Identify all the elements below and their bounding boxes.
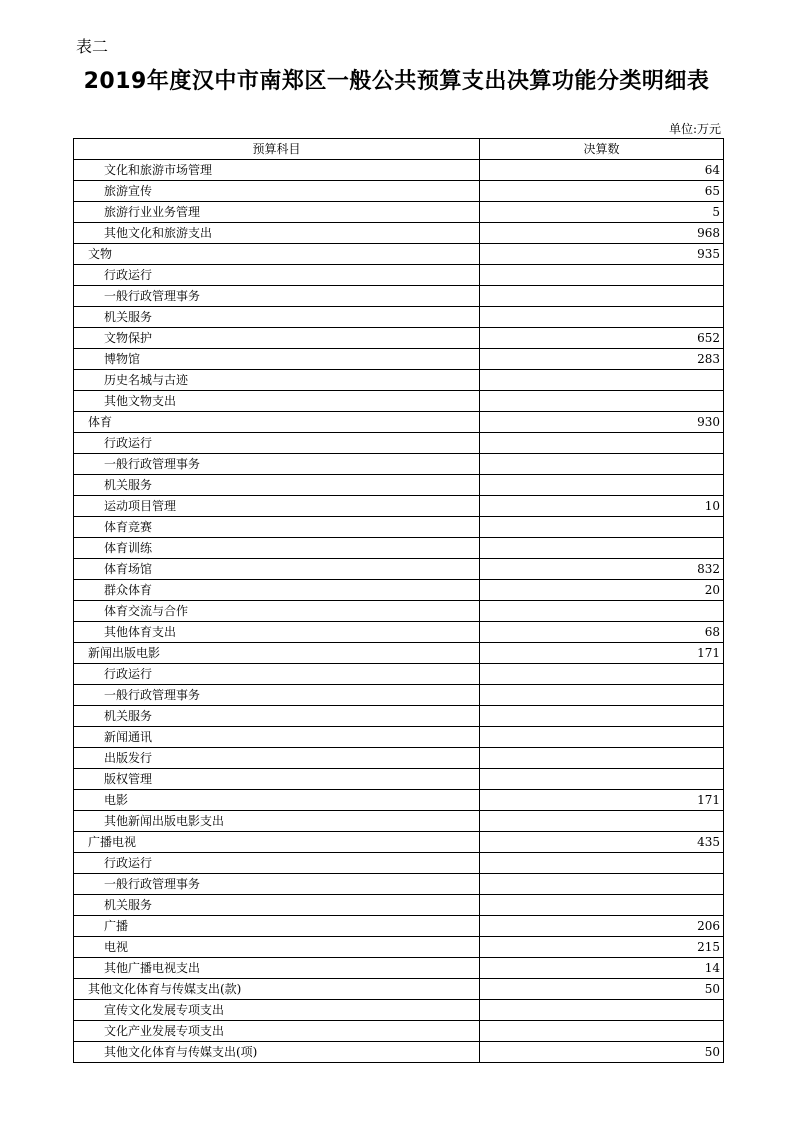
row-amount: 930 (480, 412, 724, 433)
table-row (74, 769, 724, 790)
row-amount (480, 874, 724, 895)
row-amount: 20 (480, 580, 724, 601)
row-amount (480, 433, 724, 454)
row-amount: 206 (480, 916, 724, 937)
row-subject: 运动项目管理 (74, 496, 480, 517)
row-subject: 一般行政管理事务 (74, 874, 480, 895)
row-amount (480, 454, 724, 475)
row-amount (480, 727, 724, 748)
row-amount (480, 265, 724, 286)
row-subject: 体育训练 (74, 538, 480, 559)
table-row (74, 1042, 724, 1063)
table-body (74, 160, 724, 1063)
table-row (74, 244, 724, 265)
row-subject: 广播电视 (74, 832, 480, 853)
row-subject: 其他新闻出版电影支出 (74, 811, 480, 832)
row-amount (480, 769, 724, 790)
table-row (74, 1021, 724, 1042)
row-subject: 新闻通讯 (74, 727, 480, 748)
table-row (74, 538, 724, 559)
table-row (74, 433, 724, 454)
row-amount (480, 895, 724, 916)
row-amount (480, 307, 724, 328)
table-row (74, 937, 724, 958)
header-final-amount: 决算数 (480, 139, 724, 160)
row-amount (480, 1000, 724, 1021)
table-row (74, 391, 724, 412)
row-subject: 文化和旅游市场管理 (74, 160, 480, 181)
row-subject: 宣传文化发展专项支出 (74, 1000, 480, 1021)
row-subject: 体育竞赛 (74, 517, 480, 538)
document-label: 表二 (76, 37, 109, 56)
table-row (74, 496, 724, 517)
row-subject: 广播 (74, 916, 480, 937)
row-subject: 其他体育支出 (74, 622, 480, 643)
table-row (74, 307, 724, 328)
row-amount: 50 (480, 979, 724, 1000)
row-subject: 其他文化体育与传媒支出(款) (74, 979, 480, 1000)
table-row (74, 1000, 724, 1021)
table-row (74, 874, 724, 895)
row-amount (480, 538, 724, 559)
row-subject: 行政运行 (74, 265, 480, 286)
row-amount: 50 (480, 1042, 724, 1063)
row-amount (480, 601, 724, 622)
table-row (74, 328, 724, 349)
row-amount: 171 (480, 790, 724, 811)
row-amount: 435 (480, 832, 724, 853)
row-subject: 博物馆 (74, 349, 480, 370)
row-amount (480, 391, 724, 412)
table-row (74, 958, 724, 979)
row-subject: 电视 (74, 937, 480, 958)
row-subject: 出版发行 (74, 748, 480, 769)
row-subject: 其他广播电视支出 (74, 958, 480, 979)
row-subject: 文物 (74, 244, 480, 265)
row-amount: 935 (480, 244, 724, 265)
page-title: 2019年度汉中市南郑区一般公共预算支出决算功能分类明细表 (83, 69, 710, 94)
row-amount: 215 (480, 937, 724, 958)
row-subject: 一般行政管理事务 (74, 286, 480, 307)
table-row (74, 601, 724, 622)
row-amount: 68 (480, 622, 724, 643)
row-amount (480, 811, 724, 832)
row-amount: 832 (480, 559, 724, 580)
table-row (74, 559, 724, 580)
row-amount (480, 286, 724, 307)
table-row (74, 727, 724, 748)
table-row (74, 622, 724, 643)
row-amount: 283 (480, 349, 724, 370)
table-row (74, 475, 724, 496)
row-subject: 其他文化体育与传媒支出(项) (74, 1042, 480, 1063)
table-row (74, 454, 724, 475)
row-amount (480, 475, 724, 496)
table-row (74, 916, 724, 937)
row-amount: 5 (480, 202, 724, 223)
row-subject: 机关服务 (74, 706, 480, 727)
table-row (74, 412, 724, 433)
row-amount (480, 1021, 724, 1042)
table-row (74, 517, 724, 538)
table-row (74, 160, 724, 181)
row-subject: 新闻出版电影 (74, 643, 480, 664)
header-budget-subject: 预算科目 (74, 139, 480, 160)
row-subject: 文化产业发展专项支出 (74, 1021, 480, 1042)
row-subject: 机关服务 (74, 307, 480, 328)
row-amount: 652 (480, 328, 724, 349)
row-subject: 旅游行业业务管理 (74, 202, 480, 223)
table-row (74, 580, 724, 601)
row-amount (480, 853, 724, 874)
table-row (74, 895, 724, 916)
table-row (74, 643, 724, 664)
table-row (74, 265, 724, 286)
table-row (74, 790, 724, 811)
table-row (74, 685, 724, 706)
table-row (74, 706, 724, 727)
table-row (74, 853, 724, 874)
row-amount (480, 685, 724, 706)
table-row (74, 349, 724, 370)
row-amount (480, 517, 724, 538)
unit-label: 单位:万元 (668, 122, 721, 136)
row-subject: 体育交流与合作 (74, 601, 480, 622)
row-subject: 一般行政管理事务 (74, 685, 480, 706)
row-subject: 群众体育 (74, 580, 480, 601)
table-row (74, 811, 724, 832)
row-amount: 14 (480, 958, 724, 979)
row-subject: 版权管理 (74, 769, 480, 790)
row-amount (480, 664, 724, 685)
table-header-row (74, 139, 724, 160)
table-row (74, 832, 724, 853)
row-amount: 968 (480, 223, 724, 244)
table-row (74, 748, 724, 769)
row-subject: 机关服务 (74, 475, 480, 496)
row-subject: 其他文物支出 (74, 391, 480, 412)
row-amount (480, 748, 724, 769)
row-subject: 行政运行 (74, 433, 480, 454)
table-row (74, 370, 724, 391)
row-subject: 其他文化和旅游支出 (74, 223, 480, 244)
row-amount: 10 (480, 496, 724, 517)
table-row (74, 181, 724, 202)
row-subject: 体育 (74, 412, 480, 433)
table-row (74, 979, 724, 1000)
table-row (74, 202, 724, 223)
row-amount: 65 (480, 181, 724, 202)
row-subject: 行政运行 (74, 664, 480, 685)
row-subject: 历史名城与古迹 (74, 370, 480, 391)
row-amount: 171 (480, 643, 724, 664)
row-subject: 文物保护 (74, 328, 480, 349)
table-row (74, 223, 724, 244)
table-row (74, 286, 724, 307)
table-row (74, 664, 724, 685)
row-subject: 电影 (74, 790, 480, 811)
budget-table (73, 138, 724, 1063)
row-amount: 64 (480, 160, 724, 181)
row-amount (480, 706, 724, 727)
row-subject: 体育场馆 (74, 559, 480, 580)
row-amount (480, 370, 724, 391)
row-subject: 旅游宣传 (74, 181, 480, 202)
row-subject: 机关服务 (74, 895, 480, 916)
row-subject: 一般行政管理事务 (74, 454, 480, 475)
row-subject: 行政运行 (74, 853, 480, 874)
